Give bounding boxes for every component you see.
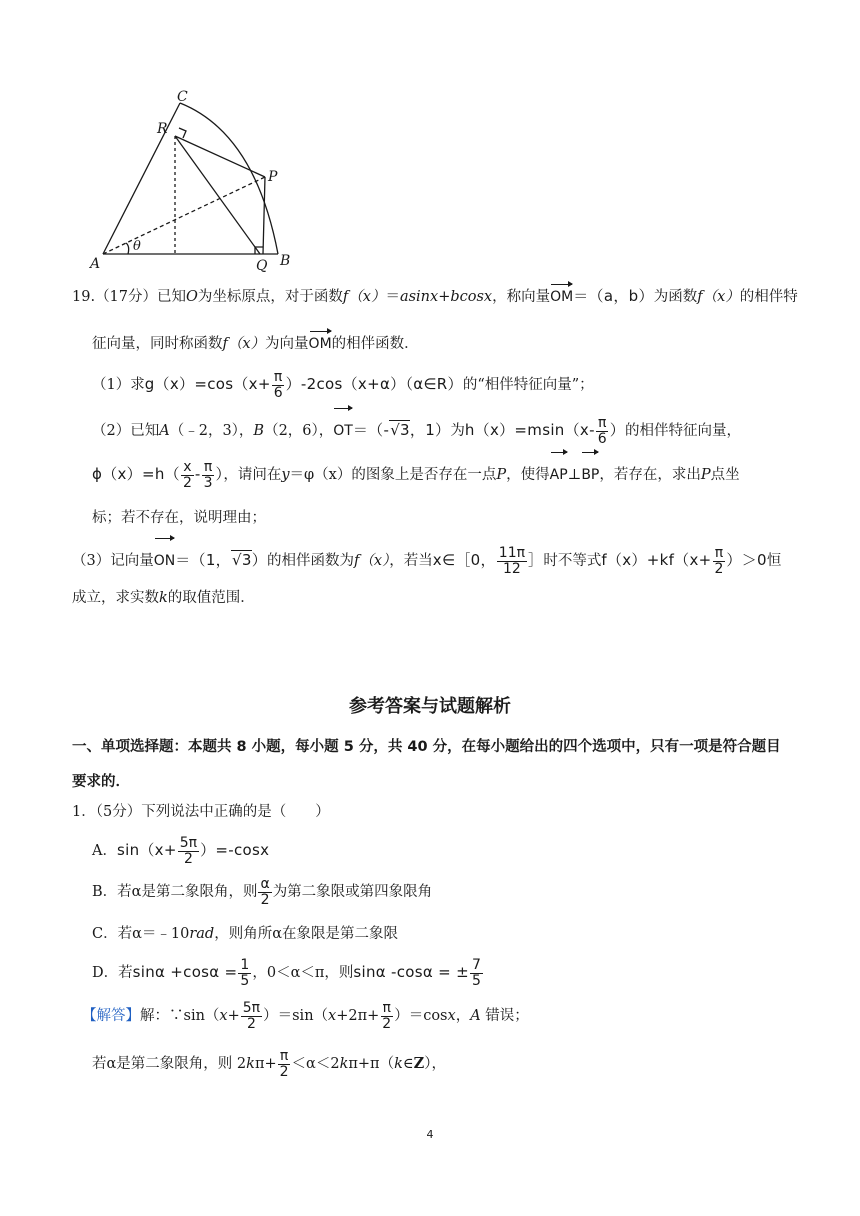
fraction-pi-6b: $\frac{\pi}{6}$ [597,414,607,447]
q19-part2-line1: （2）已知A（﹣2，3），B（2，6），OT＝（-√3，1）为h（x）=msin（x- $\frac{\pi}{6}$ ）的相伴特征向量， [92,410,741,451]
geometry-figure [80,88,300,273]
segment-RP [175,136,265,177]
label-P: P [268,169,278,185]
fraction-11pi-12: $\frac{11\pi}{12}$ [498,544,526,577]
q19-part2-line3: 标；若不存在，说明理由； [92,510,266,526]
segment-PQ [263,177,265,254]
fraction-7-5: $\frac{7}{5}$ [471,956,481,989]
q19-part3-line1: （3）记向量ON＝（1，√3）的相伴函数为f（x），若当x∈［0， $\frac{11\pi}{12}$ ］时不等式f（x）+kf（x+ $\frac{\pi}{2}$ ）＞0恒 [72,540,781,581]
fraction-alpha-2: $\frac{\alpha}{2}$ [260,875,270,908]
angle-arc-theta [126,243,129,254]
vector-AP: AP [550,455,568,495]
vector-OM-2: OM [308,336,332,352]
fraction-sol-5pi-2: $\frac{5\pi}{2}$ [242,999,261,1032]
solution-tag: 【解答】 [82,1008,140,1024]
fraction-pi-3: $\frac{\pi}{3}$ [203,458,213,491]
right-angle-R [179,128,186,138]
section1-heading-line2: 要求的． [72,774,130,790]
fraction-1-5: $\frac{1}{5}$ [240,956,250,989]
vector-OM: OM [550,289,574,305]
section1-heading-line1: 一、单项选择题：本题共 8 小题，每小题 5 分，共 40 分，在每小题给出的四个选项中，只有一项是符合题目 [72,739,781,755]
label-Q: Q [256,258,268,273]
vector-ON: ON [154,541,176,581]
fraction-x-2: $\frac{x}{2}$ [182,458,192,491]
q19-part1: （1）求g（x）=cos（x+ $\frac{\pi}{6}$ ）-2cos（x+α）（α∈R）的“相伴特征向量”； [92,368,594,401]
vector-OT: OT [333,411,353,451]
label-A: A [90,256,101,272]
fraction-sol2-pi-2: $\frac{\pi}{2}$ [279,1047,289,1080]
q19-part3-line2: 成立，求实数k的取值范围． [72,590,255,606]
q19-line2: 征向量，同时称函数f（x）为向量OM的相伴函数． [92,336,419,352]
fraction-pi-6: $\frac{\pi}{6}$ [273,368,283,401]
segment-AP [103,177,265,254]
label-C: C [177,89,188,105]
label-theta: θ [133,239,141,254]
fraction-pi-2: $\frac{\pi}{2}$ [714,544,724,577]
q1-option-d: D．若sinα +cosα = $\frac{1}{5}$ ，0＜α＜π，则sinα -cosα = ± $\frac{7}{5}$ [92,956,481,989]
page-number: 4 [426,1128,434,1141]
q19-line1: 19.（17分）已知O为坐标原点，对于函数f（x）＝asinx+bcosx，称向量OM＝（a，b）为函数f（x）的相伴特 [72,287,798,305]
fraction-sol-pi-2: $\frac{\pi}{2}$ [382,999,392,1032]
solution-line2: 若α是第二象限角，则 2kπ+ $\frac{\pi}{2}$ ＜α＜2kπ+π（k∈Z）， [92,1047,446,1080]
q19-part2-line2: ϕ（x）=h（ $\frac{x}{2}$ - $\frac{\pi}{3}$ ），请问在y＝φ（x）的图象上是否存在一点P，使得AP⊥BP，若存在，求出P点坐 [92,454,740,495]
segment-RQ [175,136,260,254]
label-R: R [157,121,168,137]
vector-BP: BP [581,455,599,495]
sqrt-3: √3 [390,421,410,439]
q1-stem: 1．（5分）下列说法中正确的是（ ） [72,804,330,820]
sqrt-3b: √3 [231,551,252,569]
q1-option-b: B．若α是第二象限角，则 $\frac{\alpha}{2}$ 为第二象限或第四象限角 [92,875,433,908]
q1-option-c: C．若α＝﹣10rad，则角所α在象限是第二象限 [92,926,398,942]
solution-line1: 【解答】解：∵sin（x+ $\frac{5\pi}{2}$ ）＝sin（x+2π+ $\frac{\pi}{2}$ ）＝cosx，A 错误； [82,999,529,1032]
answers-title: 参考答案与试题解析 [349,696,511,717]
fraction-5pi-2: $\frac{5\pi}{2}$ [179,834,198,867]
q1-option-a: A．sin（x+ $\frac{5\pi}{2}$ ）=-cosx [92,834,270,867]
segment-AC [103,103,180,254]
label-B: B [280,253,291,269]
